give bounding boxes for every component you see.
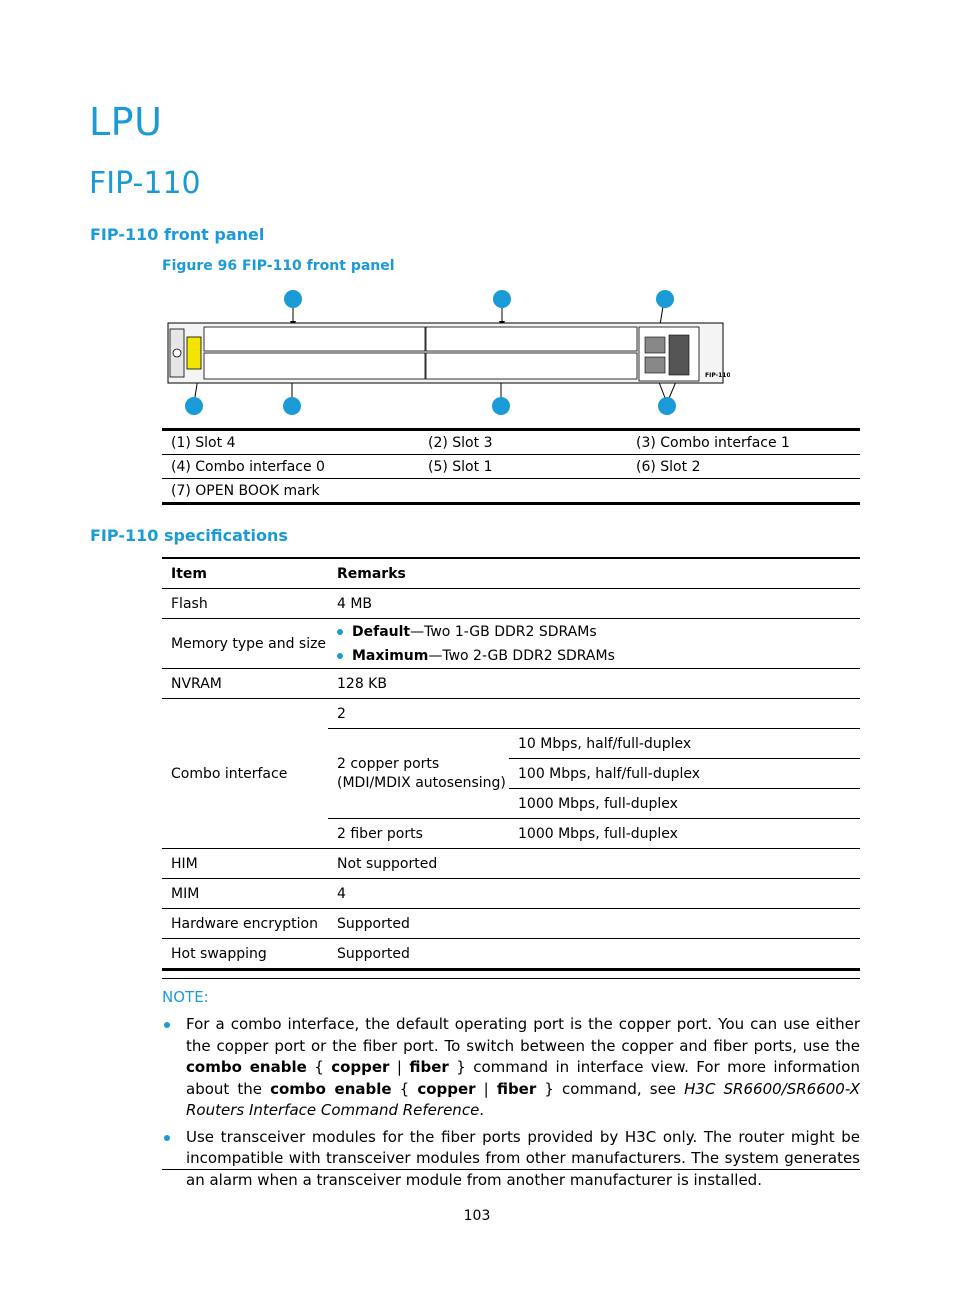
legend-cell: (4) Combo interface 0 — [162, 455, 419, 479]
callout-6 — [492, 397, 510, 415]
front-panel-figure — [160, 285, 730, 417]
item-cell: Flash — [162, 589, 328, 619]
legend-cell — [419, 479, 627, 504]
table-row — [162, 909, 860, 939]
legend-row — [162, 430, 860, 455]
note-item: For a combo interface, the default operating port is the copper port. You can use either the copper port or the fiber port. To switch between the copper and fiber ports, use the combo enable { copper | fiber } command in interface view. For more information about the combo enable { copper | fiber } command, see H3C SR6600/SR6600-X Routers Interface Command Reference. — [162, 1014, 860, 1122]
legend-cell: (5) Slot 1 — [419, 455, 627, 479]
speed-cell: 1000 Mbps, full-duplex — [509, 789, 860, 819]
page-number: 103 — [463, 1208, 491, 1224]
table-row — [162, 849, 860, 879]
legend-cell: (2) Slot 3 — [428, 434, 493, 451]
legend-cell: (1) Slot 4 — [171, 434, 236, 451]
section-title: FIP-110 — [89, 166, 201, 201]
table-row — [162, 589, 860, 619]
legend-cell: (7) OPEN BOOK mark — [162, 479, 419, 504]
table-row — [162, 669, 860, 699]
specifications-table — [162, 557, 860, 971]
copper-ports-cell: 2 copper ports (MDI/MDIX autosensing) — [328, 729, 509, 819]
speed-cell: 100 Mbps, half/full-duplex — [509, 759, 860, 789]
item-cell: Combo interface — [162, 699, 328, 849]
callout-5 — [283, 397, 301, 415]
list-item: Default—Two 1-GB DDR2 SDRAMs — [352, 620, 860, 644]
figure-legend-table — [162, 428, 860, 505]
legend-cell: (3) Combo interface 1 — [636, 434, 790, 451]
callout-7 — [658, 397, 676, 415]
front-panel-heading: FIP-110 front panel — [90, 225, 265, 244]
note-label: NOTE: — [162, 988, 209, 1006]
speed-cell: 1000 Mbps, full-duplex — [509, 819, 860, 849]
front-panel-drawing — [160, 285, 730, 417]
value-cell — [328, 619, 860, 669]
speed-cell: 10 Mbps, half/full-duplex — [509, 729, 860, 759]
header-item: Item — [171, 565, 207, 582]
memory-bullets — [337, 620, 860, 668]
callout-2 — [493, 290, 511, 308]
table-row — [162, 879, 860, 909]
fiber-ports-cell: 2 fiber ports — [328, 819, 509, 849]
model-label: FIP-110 — [705, 372, 730, 379]
callout-3 — [656, 290, 674, 308]
header-remarks: Remarks — [337, 565, 406, 582]
value-cell: 4 MB — [328, 589, 860, 619]
value-cell: Supported — [328, 909, 860, 939]
table-row — [162, 939, 860, 970]
value-cell: 2 — [328, 699, 860, 729]
list-item: Maximum—Two 2-GB DDR2 SDRAMs — [352, 644, 860, 668]
value-cell: Not supported — [328, 849, 860, 879]
note-item: Use transceiver modules for the fiber ports provided by H3C only. The router might be incompatible with transceiver modules from other manufacturers. The system generates an alarm when a transceiver module from another manufacturer is installed. — [162, 1127, 860, 1192]
legend-cell: (6) Slot 2 — [627, 455, 860, 479]
item-cell: Memory type and size — [162, 619, 328, 669]
item-cell: MIM — [162, 879, 328, 909]
callout-4 — [185, 397, 203, 415]
specifications-heading: FIP-110 specifications — [90, 526, 288, 545]
value-cell: 4 — [328, 879, 860, 909]
legend-cell — [627, 479, 860, 504]
figure-title: Figure 96 FIP-110 front panel — [162, 258, 395, 274]
chapter-title: LPU — [89, 100, 163, 144]
note-list — [162, 1014, 860, 1196]
table-row — [162, 699, 860, 729]
value-cell: Supported — [328, 939, 860, 970]
value-cell: 128 KB — [328, 669, 860, 699]
item-cell: HIM — [162, 849, 328, 879]
item-cell: Hot swapping — [162, 939, 328, 970]
legend-row — [162, 455, 860, 479]
table-row — [162, 619, 860, 669]
callout-1 — [284, 290, 302, 308]
legend-row — [162, 479, 860, 504]
item-cell: Hardware encryption — [162, 909, 328, 939]
item-cell: NVRAM — [162, 669, 328, 699]
